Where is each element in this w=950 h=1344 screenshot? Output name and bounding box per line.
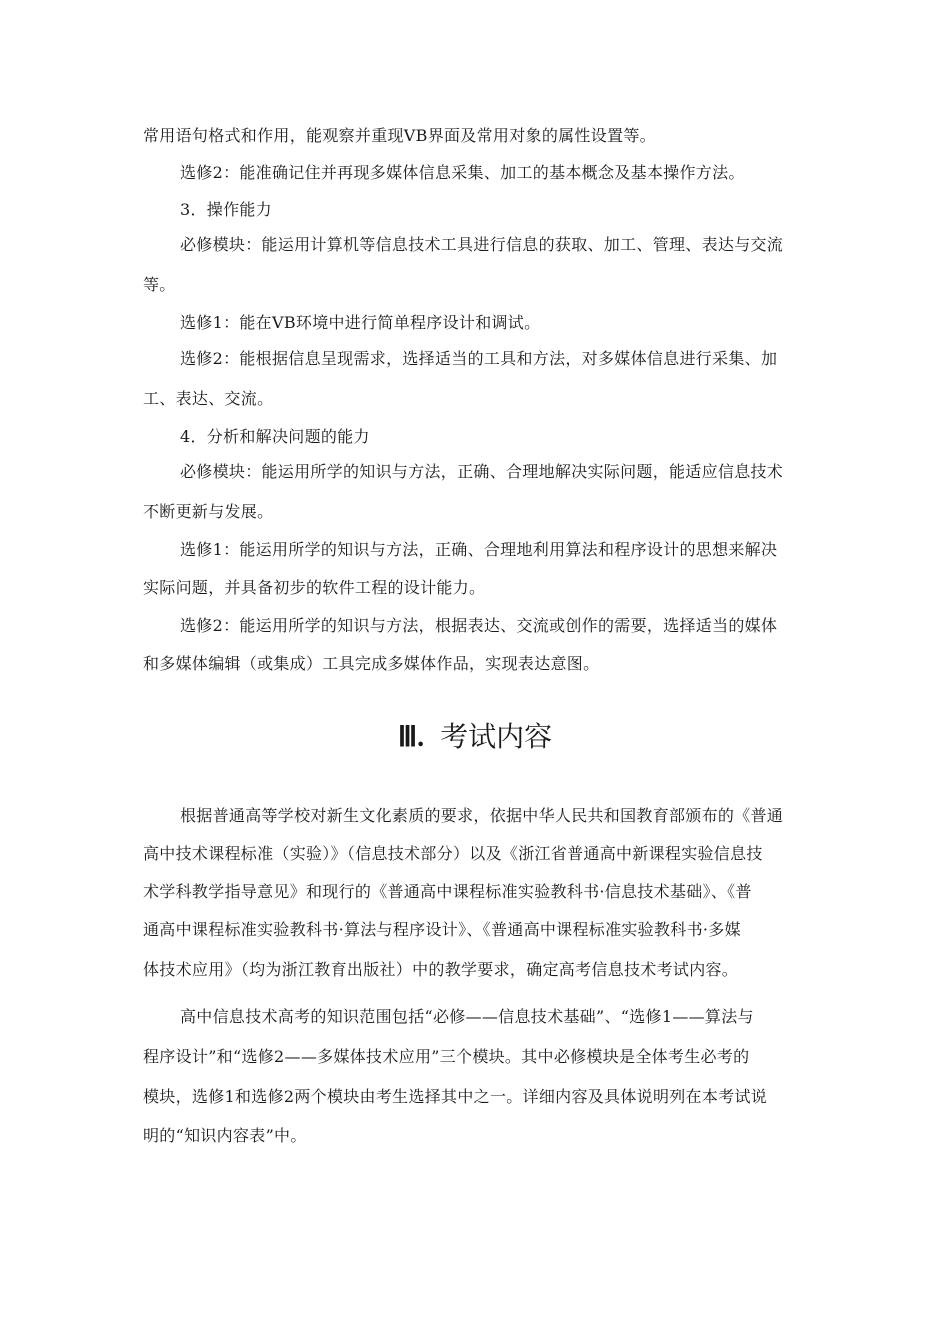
paragraph-line: 模块，选修1和选修2两个模块由考生选择其中之一。详细内容及具体说明列在本考试说 xyxy=(143,1087,768,1106)
paragraph-line: 常用语句格式和作用，能观察并重现VB界面及常用对象的属性设置等。 xyxy=(143,126,656,145)
paragraph-line: 和多媒体编辑（或集成）工具完成多媒体作品，实现表达意图。 xyxy=(143,654,600,673)
paragraph-line: 高中信息技术高考的知识范围包括“必修——信息技术基础”、“选修1——算法与 xyxy=(180,1007,754,1026)
paragraph-line: 必修模块：能运用所学的知识与方法，正确、合理地解决实际问题，能适应信息技术 xyxy=(180,462,784,481)
section-title: 考试内容 xyxy=(440,720,553,753)
section-heading xyxy=(0,717,950,758)
paragraph-line: 选修2：能准确记住并再现多媒体信息采集、加工的基本概念及基本操作方法。 xyxy=(180,163,745,182)
paragraph-line: 选修2：能根据信息呈现需求，选择适当的工具和方法，对多媒体信息进行采集、加 xyxy=(180,349,778,368)
paragraph-line: 选修1：能在VB环境中进行简单程序设计和调试。 xyxy=(180,313,541,332)
paragraph-line: 工、表达、交流。 xyxy=(143,389,274,408)
paragraph-line: 术学科教学指导意见》和现行的《普通高中课程标准实验教科书·信息技术基础》、《普 xyxy=(143,882,752,901)
section-number: Ⅲ. xyxy=(397,722,425,753)
paragraph-line: 实际问题，并具备初步的软件工程的设计能力。 xyxy=(143,578,486,597)
subsection-heading: 3．操作能力 xyxy=(180,200,272,219)
paragraph-line: 程序设计”和“选修2——多媒体技术应用”三个模块。其中必修模块是全体考生必考的 xyxy=(143,1047,750,1066)
paragraph-line: 选修2：能运用所学的知识与方法，根据表达、交流或创作的需要，选择适当的媒体 xyxy=(180,616,778,635)
subsection-heading: 4．分析和解决问题的能力 xyxy=(180,427,370,446)
paragraph-line: 体技术应用》（均为浙江教育出版社）中的教学要求，确定高考信息技术考试内容。 xyxy=(143,960,739,979)
paragraph-line: 不断更新与发展。 xyxy=(143,502,274,521)
paragraph-line: 等。 xyxy=(143,275,176,294)
paragraph-line: 明的“知识内容表”中。 xyxy=(143,1126,307,1145)
paragraph-line: 通高中课程标准实验教科书·算法与程序设计》、《普通高中课程标准实验教科书·多媒 xyxy=(143,920,741,939)
paragraph-line: 高中技术课程标准（实验）》（信息技术部分）以及《浙江省普通高中新课程实验信息技 xyxy=(143,844,763,863)
paragraph-line: 选修1：能运用所学的知识与方法，正确、合理地利用算法和程序设计的思想来解决 xyxy=(180,540,778,559)
paragraph-line: 根据普通高等学校对新生文化素质的要求，依据中华人民共和国教育部颁布的《普通 xyxy=(180,806,784,825)
paragraph-line: 必修模块：能运用计算机等信息技术工具进行信息的获取、加工、管理、表达与交流 xyxy=(180,235,784,254)
